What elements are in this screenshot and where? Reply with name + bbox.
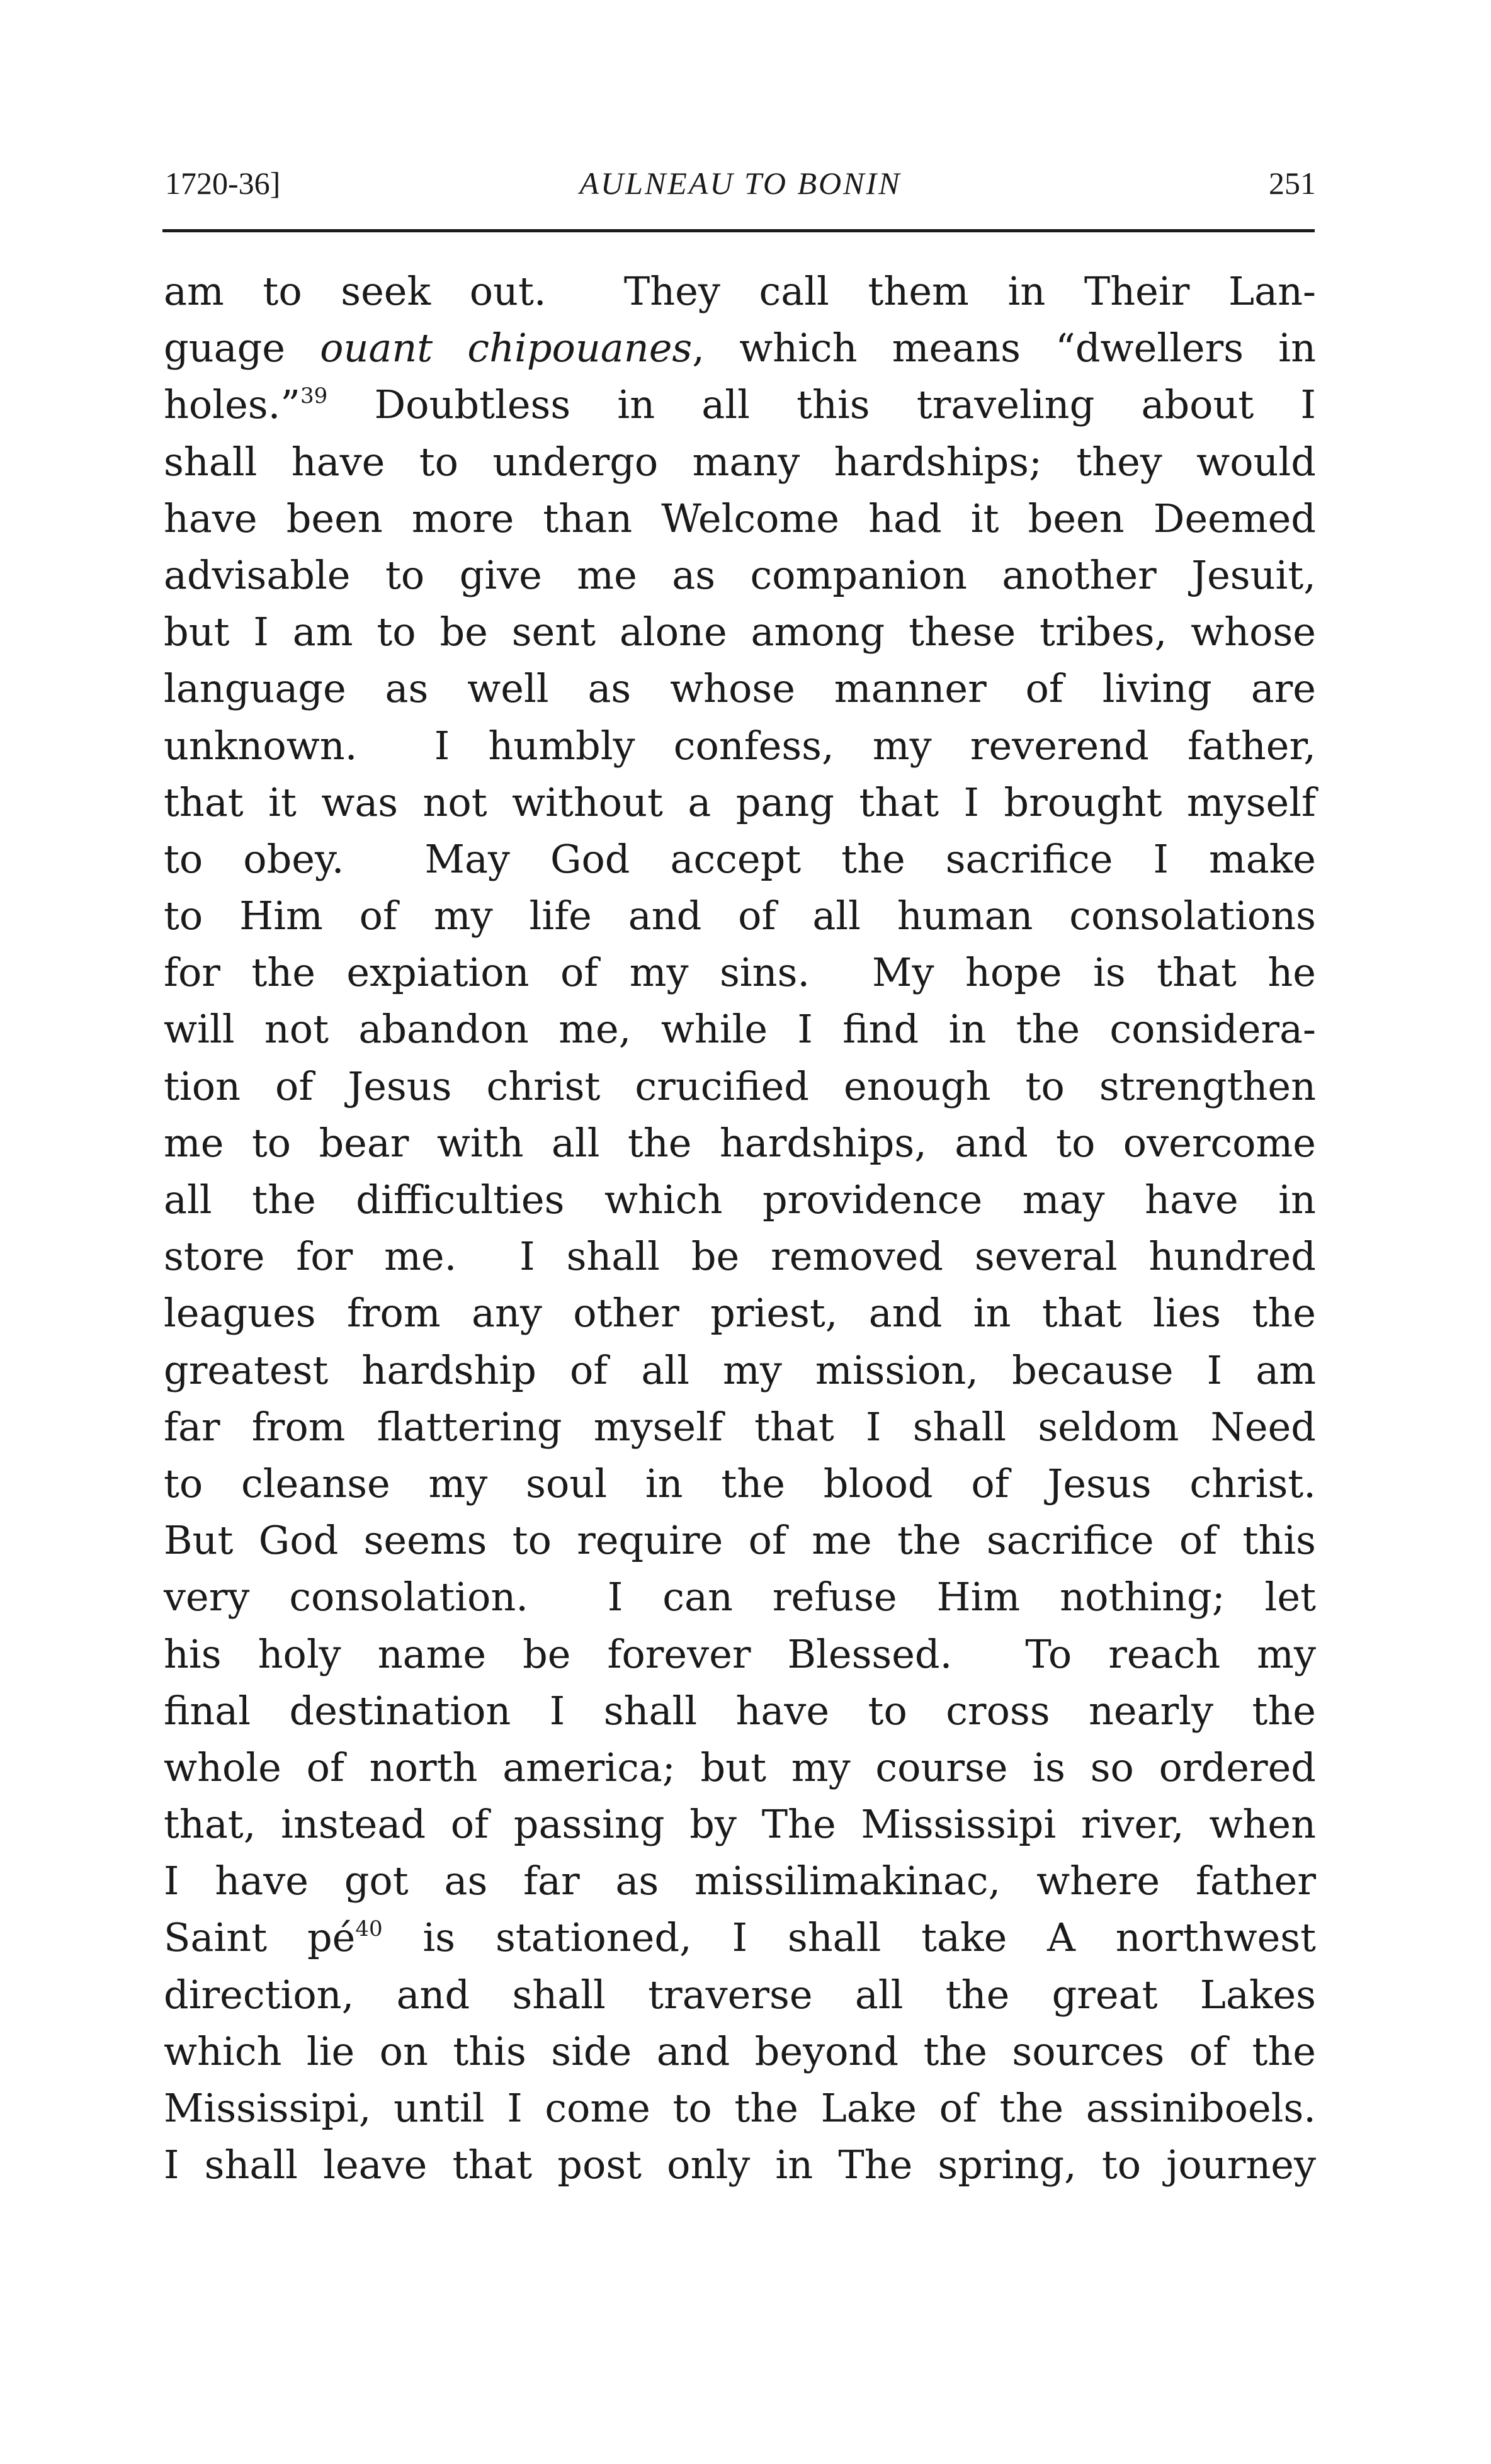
text-line-29: I have got as far as missilimakinac, where father (164, 1858, 1316, 1904)
text-line-16: me to bear with all the hardships, and to overcome (164, 1119, 1316, 1166)
text-line-14: will not abandon me, while I find in the considera- (164, 1006, 1316, 1053)
text-line-11: to obey. May God accept the sacrifice I make (164, 835, 1316, 882)
text-line-32: which lie on this side and beyond the sources of the (164, 2028, 1316, 2074)
text-line-1: am to seek out. They call them in Their Lan- (164, 268, 1316, 314)
text-line-24: very consolation. I can refuse Him nothing; let (164, 1574, 1316, 1620)
header-rule (162, 229, 1315, 232)
running-header (165, 165, 1316, 209)
text-line-7: but I am to be sent alone among these tribes, whose (164, 609, 1316, 655)
page-number: 251 (1269, 166, 1316, 201)
text-line-21: far from flattering myself that I shall seldom Need (164, 1403, 1316, 1450)
body-text (164, 263, 1316, 2193)
text-line-9: unknown. I humbly confess, my reverend father, (164, 722, 1316, 769)
text-line-10: that it was not without a pang that I brought myself (164, 779, 1316, 825)
footnote-ref-40: 40 (355, 1916, 383, 1942)
text-line-26: final destination I shall have to cross nearly the (164, 1687, 1316, 1734)
text-line-18: store for me. I shall be removed several hundred (164, 1233, 1316, 1280)
text-line-27: whole of north america; but my course is so ordered (164, 1744, 1316, 1790)
text-line-4: shall have to undergo many hardships; they would (164, 438, 1316, 485)
header-title: AULNEAU TO BONIN (579, 166, 902, 201)
text-line-33: Mississipi, until I come to the Lake of the assiniboels. (164, 2085, 1316, 2131)
text-line-5: have been more than Welcome had it been Deemed (164, 495, 1316, 541)
text-line-34: I shall leave that post only in The spring, to journey (164, 2142, 1316, 2188)
text-line-20: greatest hardship of all my mission, because I am (164, 1347, 1316, 1393)
header-date-range: 1720-36] (165, 166, 281, 201)
text-line-22: to cleanse my soul in the blood of Jesus christ. (164, 1460, 1316, 1506)
text-line-3: holes.”$^{39}$ Doubtless in all this traveling about I (164, 381, 1316, 428)
text-line-2: guage ouant chipouanes, which means “dwellers in (164, 325, 1317, 371)
text-line-15: tion of Jesus christ crucified enough to strengthen (164, 1063, 1316, 1109)
text-line-23: But God seems to require of me the sacrifice of this (164, 1517, 1316, 1564)
footnote-ref-39: 39 (300, 383, 328, 409)
text-line-28: that, instead of passing by The Mississipi river, when (164, 1801, 1316, 1848)
text-line-6: advisable to give me as companion another Jesuit, (164, 551, 1316, 598)
text-line-13: for the expiation of my sins. My hope is that he (164, 949, 1316, 996)
indigenous-term: ouant chipouanes (320, 325, 693, 371)
text-line-19: leagues from any other priest, and in that lies the (164, 1290, 1316, 1337)
text-line-25: his holy name be forever Blessed. To reach my (164, 1630, 1316, 1677)
text-line-31: direction, and shall traverse all the great Lakes (164, 1971, 1316, 2018)
text-line-30: Saint $pé^{40}$ is stationed, I shall take A northwest (164, 1914, 1316, 1961)
text-line-8: language as well as whose manner of living are (164, 665, 1316, 712)
text-line-17: all the difficulties which providence may have in (164, 1177, 1316, 1223)
text-line-12: to Him of my life and of all human consolations (164, 893, 1316, 939)
